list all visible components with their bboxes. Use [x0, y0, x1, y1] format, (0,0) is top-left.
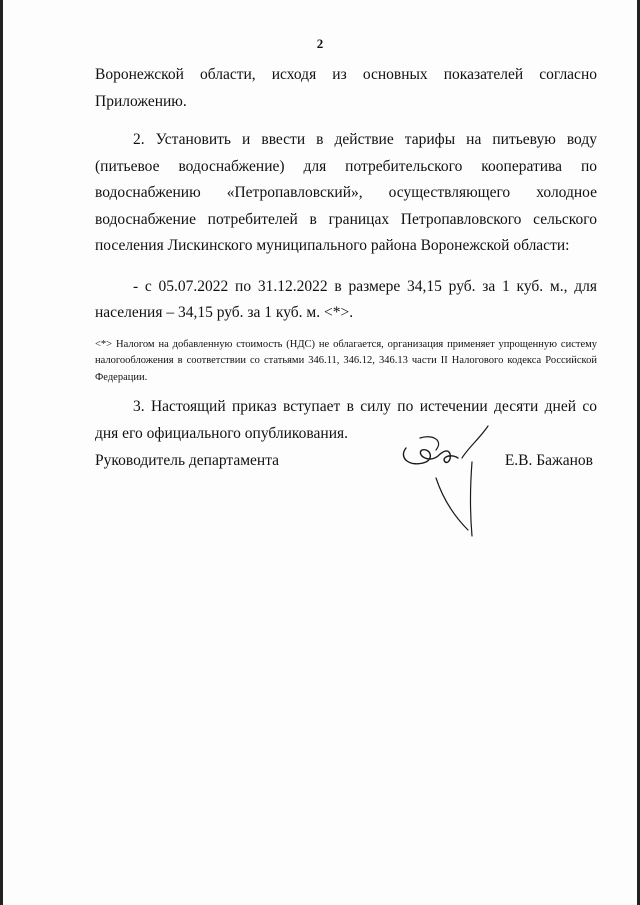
page-number: 2	[316, 36, 324, 51]
signatory-title: Руководитель департамента	[95, 452, 280, 469]
paragraph-tariff: - с 05.07.2022 по 31.12.2022 в размере 34,15 руб. за 1 куб. м., для населения – 34,15 руб. за 1 куб. м. <*>.	[95, 277, 597, 321]
footnote: <*> Налогом на добавленную стоимость (НДС) не облагается, организация применяет упрощенную систему налогообложения в соответствии со статьями 346.11, 346.12, 346.13 части II Налогового кодекса Российской Федерации.	[95, 338, 597, 383]
signatory-name: Е.В. Бажанов	[504, 452, 593, 469]
document-body	[95, 62, 597, 447]
handwritten-signature	[392, 418, 502, 543]
paragraph-continuation: Воронежской области, исходя из основных показателей согласно Приложению.	[95, 66, 597, 110]
scan-border-left	[0, 0, 3, 905]
paragraph-item-3: 3. Настоящий приказ вступает в силу по истечении десяти дней со дня его официального опубликования.	[95, 398, 597, 442]
paragraph-item-2: 2. Установить и ввести в действие тарифы на питьевую воду (питьевое водоснабжение) для потребительского кооператива по водоснабжению «Петропавловский», осуществляющего холодное водоснабжение потребителей в границах Петропавловского сельского поселения Лискинского муниципального района Воронежской области:	[95, 131, 597, 254]
